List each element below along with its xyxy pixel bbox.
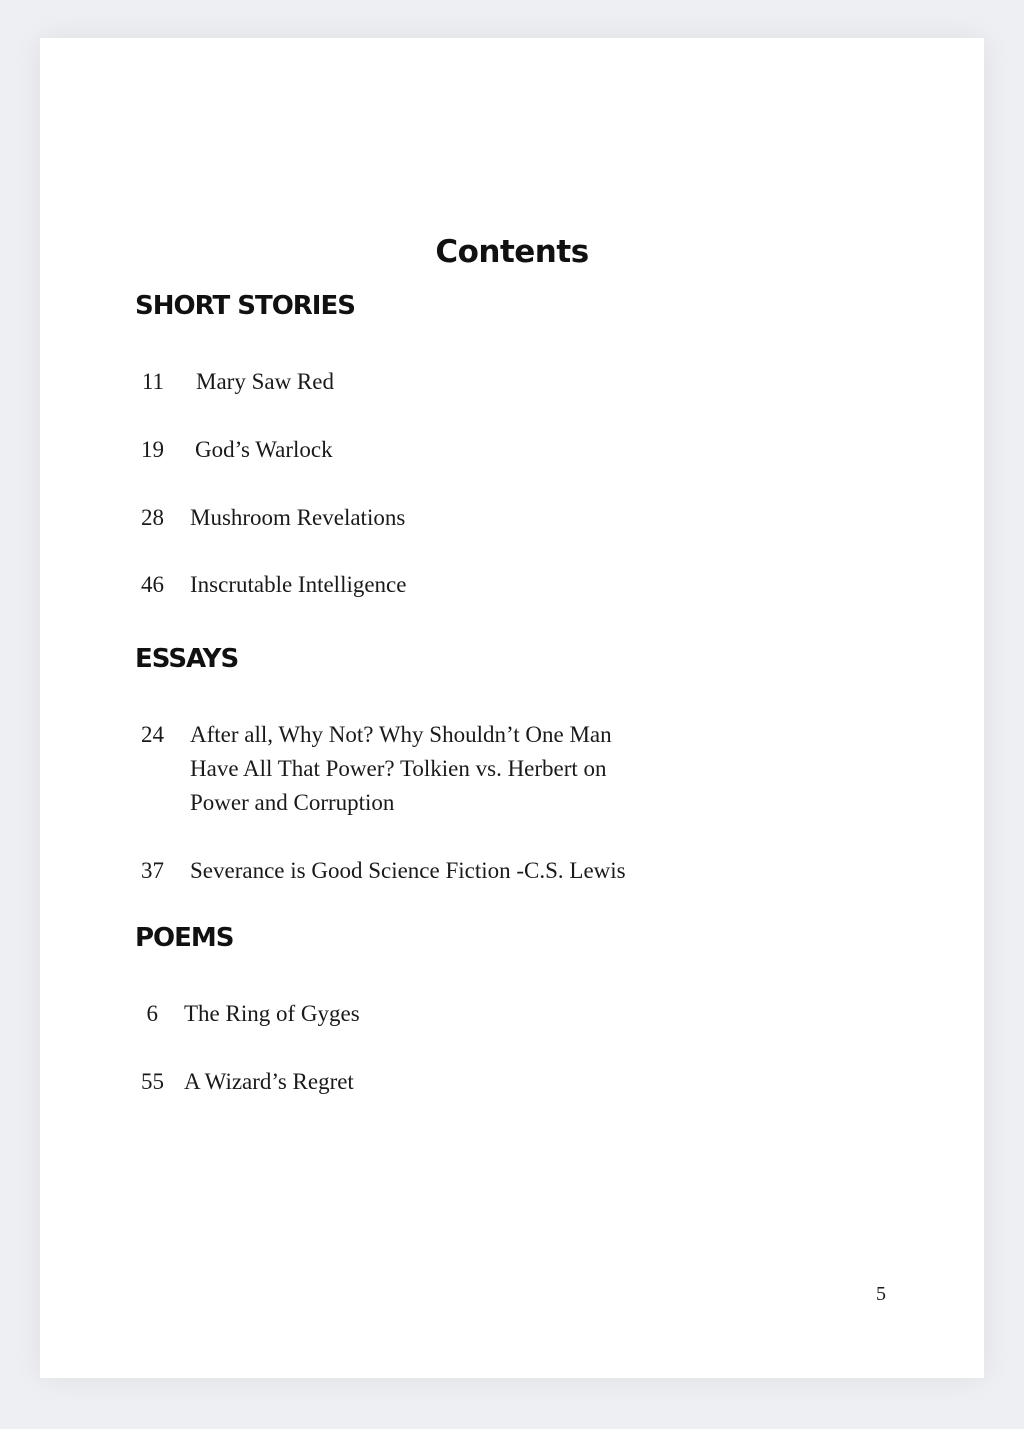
toc-entry: [40, 1065, 984, 1099]
toc-entry: [40, 433, 984, 467]
toc-entry-title: God’s Warlock: [195, 437, 333, 462]
section-heading-poems: POEMS: [135, 923, 234, 953]
toc-entry: [40, 854, 984, 888]
toc-page-number: 46: [141, 572, 164, 597]
toc-entry-title: Mushroom Revelations: [190, 505, 406, 530]
page-number: 5: [876, 1283, 886, 1305]
toc-entry-title-line: Have All That Power? Tolkien vs. Herbert on: [190, 756, 607, 781]
toc-entry: [40, 997, 984, 1031]
toc-page-number: 55: [141, 1069, 164, 1094]
toc-entry-title: Inscrutable Intelligence: [190, 572, 407, 597]
toc-entry-title: The Ring of Gyges: [184, 1001, 360, 1026]
toc-entry: [40, 568, 984, 602]
toc-page-number: 6: [146, 1001, 158, 1026]
toc-entry-title-line: After all, Why Not? Why Shouldn’t One Man: [190, 722, 612, 747]
toc-entry: [40, 718, 984, 820]
toc-page-number: 11: [141, 369, 164, 394]
toc-entry-title: Mary Saw Red: [196, 369, 334, 394]
toc-entry-title: A Wizard’s Regret: [184, 1069, 354, 1094]
page-title: Contents: [435, 234, 589, 270]
toc-page-number: 19: [141, 437, 164, 462]
book-page: [40, 38, 984, 1378]
toc-entry: [40, 501, 984, 535]
section-heading-essays: ESSAYS: [135, 644, 239, 674]
toc-page-number: 37: [141, 858, 164, 883]
toc-entry-title-line: Power and Corruption: [190, 790, 395, 815]
toc-page-number: 28: [141, 505, 164, 530]
section-heading-short-stories: SHORT STORIES: [135, 291, 355, 321]
toc-entry-title: Severance is Good Science Fiction -C.S. Lewis: [190, 858, 626, 883]
toc-page-number: 24: [141, 722, 164, 747]
toc-entry: [40, 365, 984, 399]
